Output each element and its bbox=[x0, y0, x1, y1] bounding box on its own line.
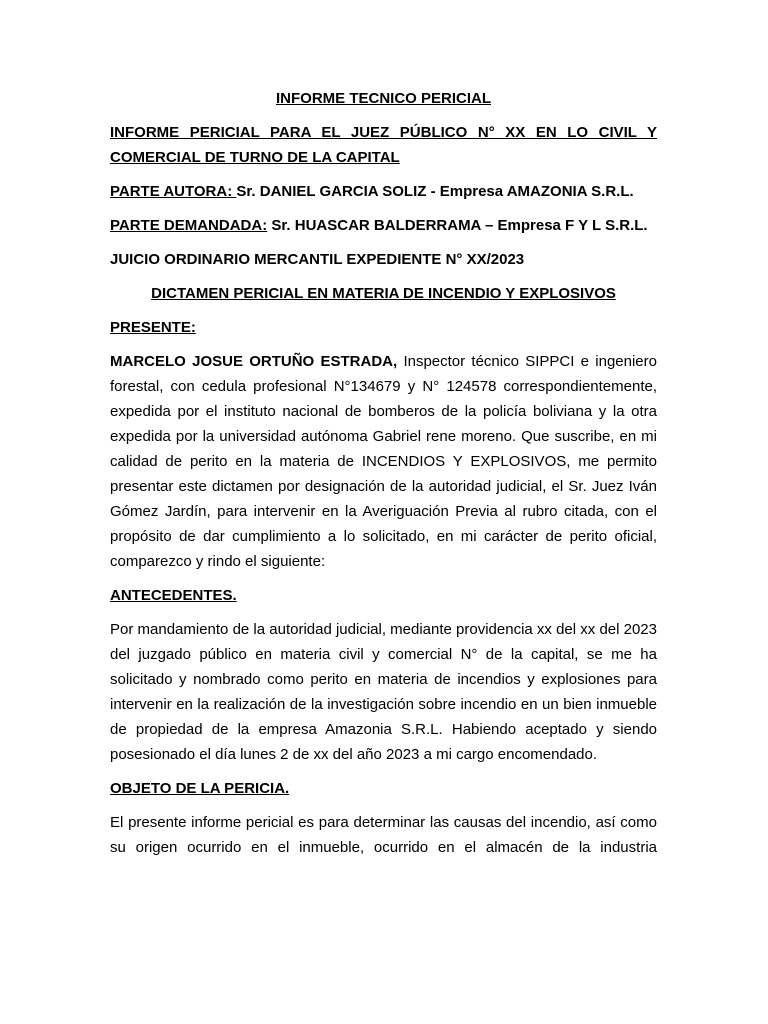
parte-demandada-label: PARTE DEMANDADA: bbox=[110, 217, 268, 234]
parte-autora bbox=[110, 179, 657, 204]
antecedentes-paragraph: Por mandamiento de la autoridad judicial, mediante providencia xx del xx del 2023 del juzgado público en materia civil y comercial N° de la capital, se me ha solicitado y nombrado como perito en materia de incendios y explosiones para intervenir en la realización de la investigación sobre incendio en un bien inmueble de propiedad de la empresa Amazonia S.R.L. Habiendo aceptado y siendo posesionado el día lunes 2 de xx del año 2023 a mi cargo encomendado. bbox=[110, 621, 657, 763]
dictamen-line: DICTAMEN PERICIAL EN MATERIA DE INCENDIO Y EXPLOSIVOS bbox=[151, 285, 616, 302]
document-page bbox=[110, 86, 657, 860]
parte-demandada bbox=[110, 213, 657, 238]
antecedentes-heading: ANTECEDENTES. bbox=[110, 587, 237, 604]
intro-paragraph bbox=[110, 349, 657, 574]
intro-text: Inspector técnico SIPPCI e ingeniero forestal, con cedula profesional N°134679 y N° 124578 correspondientemente, expedida por el instituto nacional de bomberos de la policía boliviana y la otra expedida por la universidad autónoma Gabriel rene moreno. Que suscribe, en mi calidad de perito en la materia de INCENDIOS Y EXPLOSIVOS, me permito presentar este dictamen por designación de la autoridad judicial, el Sr. Juez Iván Gómez Jardín, para intervenir en la Averiguación Previa al rubro citada, con el propósito de dar cumplimiento a lo solicitado, en mi carácter de perito oficial, comparezco y rindo el siguiente: bbox=[110, 353, 657, 570]
objeto-paragraph: El presente informe pericial es para determinar las causas del incendio, así como su origen ocurrido en el inmueble, ocurrido en el almacén de la industria bbox=[110, 814, 657, 856]
informe-line: INFORME PERICIAL PARA EL JUEZ PÚBLICO N° XX EN LO CIVIL Y COMERCIAL DE TURNO DE LA CAPITAL bbox=[110, 124, 657, 166]
parte-autora-label: PARTE AUTORA: bbox=[110, 183, 237, 200]
juicio-line: JUICIO ORDINARIO MERCANTIL EXPEDIENTE N° XX/2023 bbox=[110, 251, 525, 268]
document-title: INFORME TECNICO PERICIAL bbox=[275, 90, 491, 107]
parte-autora-value: Sr. DANIEL GARCIA SOLIZ - Empresa AMAZONIA S.R.L. bbox=[236, 183, 634, 200]
objeto-heading: OBJETO DE LA PERICIA. bbox=[110, 780, 290, 797]
perito-name: MARCELO JOSUE ORTUÑO ESTRADA, bbox=[110, 353, 398, 370]
parte-demandada-value: Sr. HUASCAR BALDERRAMA – Empresa F Y L S.R.L. bbox=[267, 217, 648, 234]
presente-line: PRESENTE: bbox=[110, 319, 196, 336]
